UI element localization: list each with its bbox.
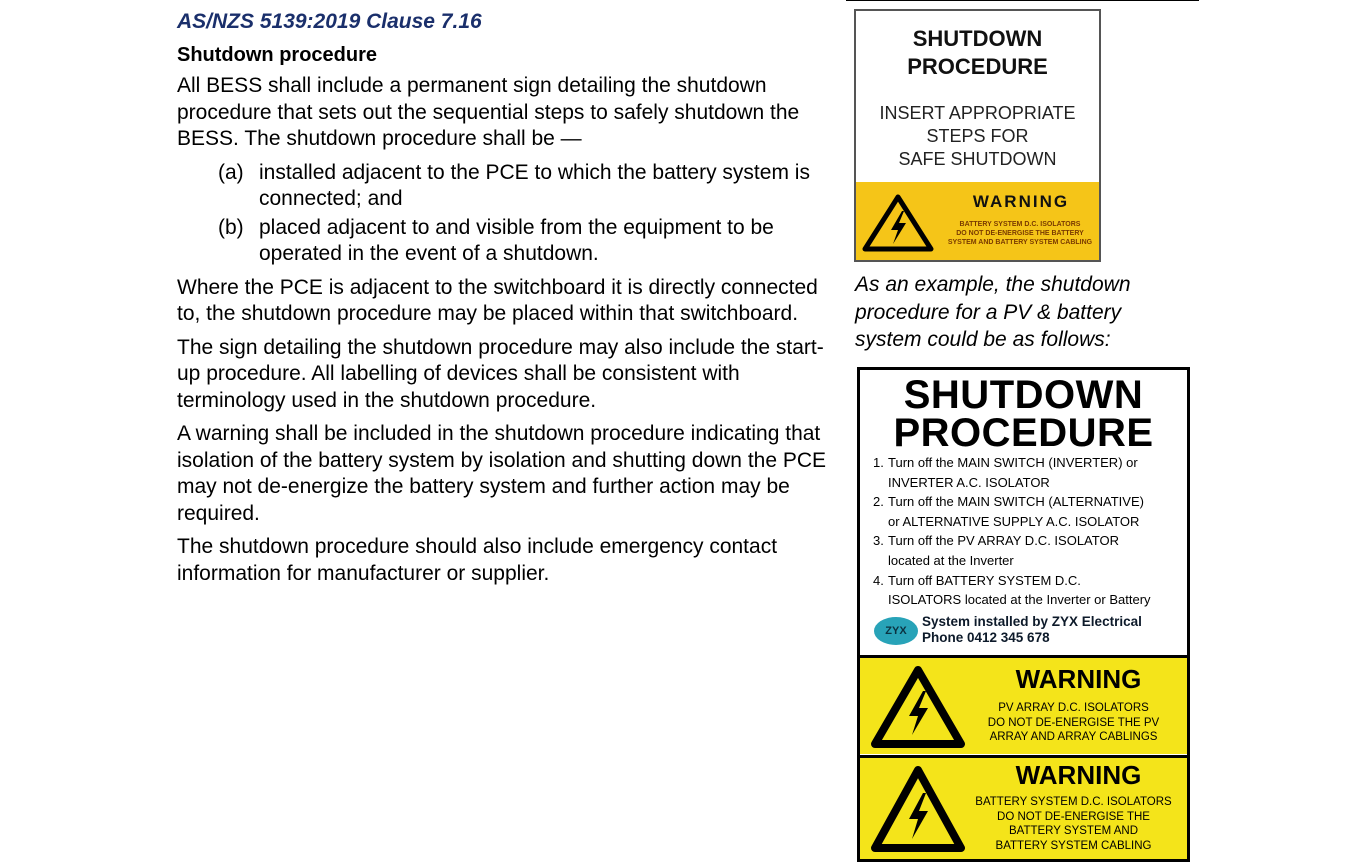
list-marker: (b) <box>218 215 244 239</box>
warning-line: DO NOT DE-ENERGISE THE BATTERY <box>956 230 1084 237</box>
warning-panel <box>856 182 1099 260</box>
warning-text <box>940 220 1100 247</box>
step-item-continued: or ALTERNATIVE SUPPLY A.C. ISOLATOR <box>888 513 1140 529</box>
paragraph-4: A warning shall be included in the shutdown procedure indicating that isolation of the battery system by isolation and shutting down the PCE may not de-energize the battery system and further action may be required. <box>177 422 827 525</box>
sign-title <box>856 25 1099 81</box>
list-marker: (a) <box>218 160 244 184</box>
top-rule <box>846 0 1199 1</box>
installer-name: System installed by ZYX Electrical <box>922 614 1142 629</box>
step-item-continued: located at the Inverter <box>888 552 1014 568</box>
step-text: Turn off the MAIN SWITCH (INVERTER) or <box>888 455 1138 470</box>
paragraph-1: All BESS shall include a permanent sign detailing the shutdown procedure that sets out the sequential steps to safely shutdown the BESS. The shutdown procedure shall be — <box>177 74 800 150</box>
warning-title: WARNING <box>1015 760 1142 790</box>
example-caption <box>855 271 1185 354</box>
list-item-text: placed adjacent to and visible from the equipment to be operated in the event of a shutdown. <box>259 215 774 265</box>
shutdown-sign-example <box>857 367 1190 862</box>
warning-line: PV ARRAY D.C. ISOLATORS <box>998 702 1149 714</box>
sign-title-line: SHUTDOWN <box>912 26 1043 51</box>
warning-text <box>960 795 1187 853</box>
step-number: 4. <box>873 572 884 588</box>
requirements-list <box>177 160 837 268</box>
warning-line: BATTERY SYSTEM CABLING <box>995 839 1152 852</box>
shutdown-steps-list <box>873 453 1183 610</box>
clause-text-column <box>177 8 837 594</box>
warning-line: SYSTEM AND BATTERY SYSTEM CABLING <box>947 239 1093 246</box>
paragraph-2: Where the PCE is adjacent to the switchboard it is directly connected to, the shutdown procedure may be placed within that switchboard. <box>177 275 818 325</box>
step-text: Turn off the MAIN SWITCH (ALTERNATIVE) <box>888 494 1144 510</box>
electrical-hazard-icon <box>870 665 966 749</box>
list-item-text: installed adjacent to the PCE to which the battery system is connected; and <box>259 160 810 210</box>
warning-line: BATTERY SYSTEM D.C. ISOLATORS <box>959 221 1081 228</box>
step-number: 3. <box>873 533 884 549</box>
paragraph-3: The sign detailing the shutdown procedure may also include the start-up procedure. All labelling of devices shall be consistent with terminology used in the shutdown procedure. <box>177 335 824 412</box>
warning-title: WARNING <box>1015 664 1142 694</box>
steps-line: STEPS FOR <box>926 126 1029 146</box>
battery-warning-panel <box>860 755 1187 859</box>
step-item <box>873 492 1183 512</box>
step-text: Turn off the PV ARRAY D.C. ISOLATOR <box>888 533 1119 549</box>
caption-line: system could be as follows: <box>855 328 1111 351</box>
example-title-line: PROCEDURE <box>893 411 1154 455</box>
step-item <box>873 571 1183 591</box>
list-item-a <box>177 160 837 213</box>
clause-reference: AS/NZS 5139:2019 Clause 7.16 <box>177 10 482 33</box>
installer-contact <box>922 614 1142 645</box>
steps-line: INSERT APPROPRIATE <box>879 103 1076 123</box>
electrical-hazard-icon <box>862 194 934 252</box>
sign-steps-placeholder <box>856 102 1099 171</box>
step-item <box>873 453 1183 473</box>
example-title-line: SHUTDOWN <box>903 373 1144 417</box>
step-number: 1. <box>873 455 884 470</box>
caption-line: As an example, the shutdown <box>855 273 1131 296</box>
example-sign-title <box>860 373 1187 455</box>
caption-line: procedure for a PV & battery <box>855 300 1122 324</box>
warning-line: DO NOT DE-ENERGISE THE <box>997 810 1150 823</box>
shutdown-sign-template <box>854 9 1101 262</box>
step-item-continued: INVERTER A.C. ISOLATOR <box>888 474 1050 490</box>
sign-title-line: PROCEDURE <box>907 54 1048 79</box>
step-item-continued: ISOLATORS located at the Inverter or Battery <box>888 592 1151 608</box>
step-text: Turn off BATTERY SYSTEM D.C. <box>888 572 1081 588</box>
warning-line: BATTERY SYSTEM D.C. ISOLATORS <box>975 796 1172 808</box>
pv-warning-panel <box>860 655 1187 754</box>
installer-phone: Phone 0412 345 678 <box>922 629 1050 645</box>
section-heading: Shutdown procedure <box>177 44 377 66</box>
warning-title: WARNING <box>972 192 1070 211</box>
warning-line: BATTERY SYSTEM AND <box>1008 825 1139 837</box>
list-item-b <box>177 215 837 268</box>
step-item <box>873 531 1183 551</box>
warning-text <box>960 701 1187 745</box>
electrical-hazard-icon <box>870 765 966 853</box>
warning-line: ARRAY AND ARRAY CABLINGS <box>989 731 1158 743</box>
paragraph-5: The shutdown procedure should also include emergency contact information for manufacturer or supplier. <box>177 535 778 585</box>
steps-line: SAFE SHUTDOWN <box>898 149 1057 169</box>
warning-line: DO NOT DE-ENERGISE THE PV <box>987 716 1160 729</box>
company-logo: ZYX <box>874 617 918 645</box>
step-number: 2. <box>873 494 884 510</box>
